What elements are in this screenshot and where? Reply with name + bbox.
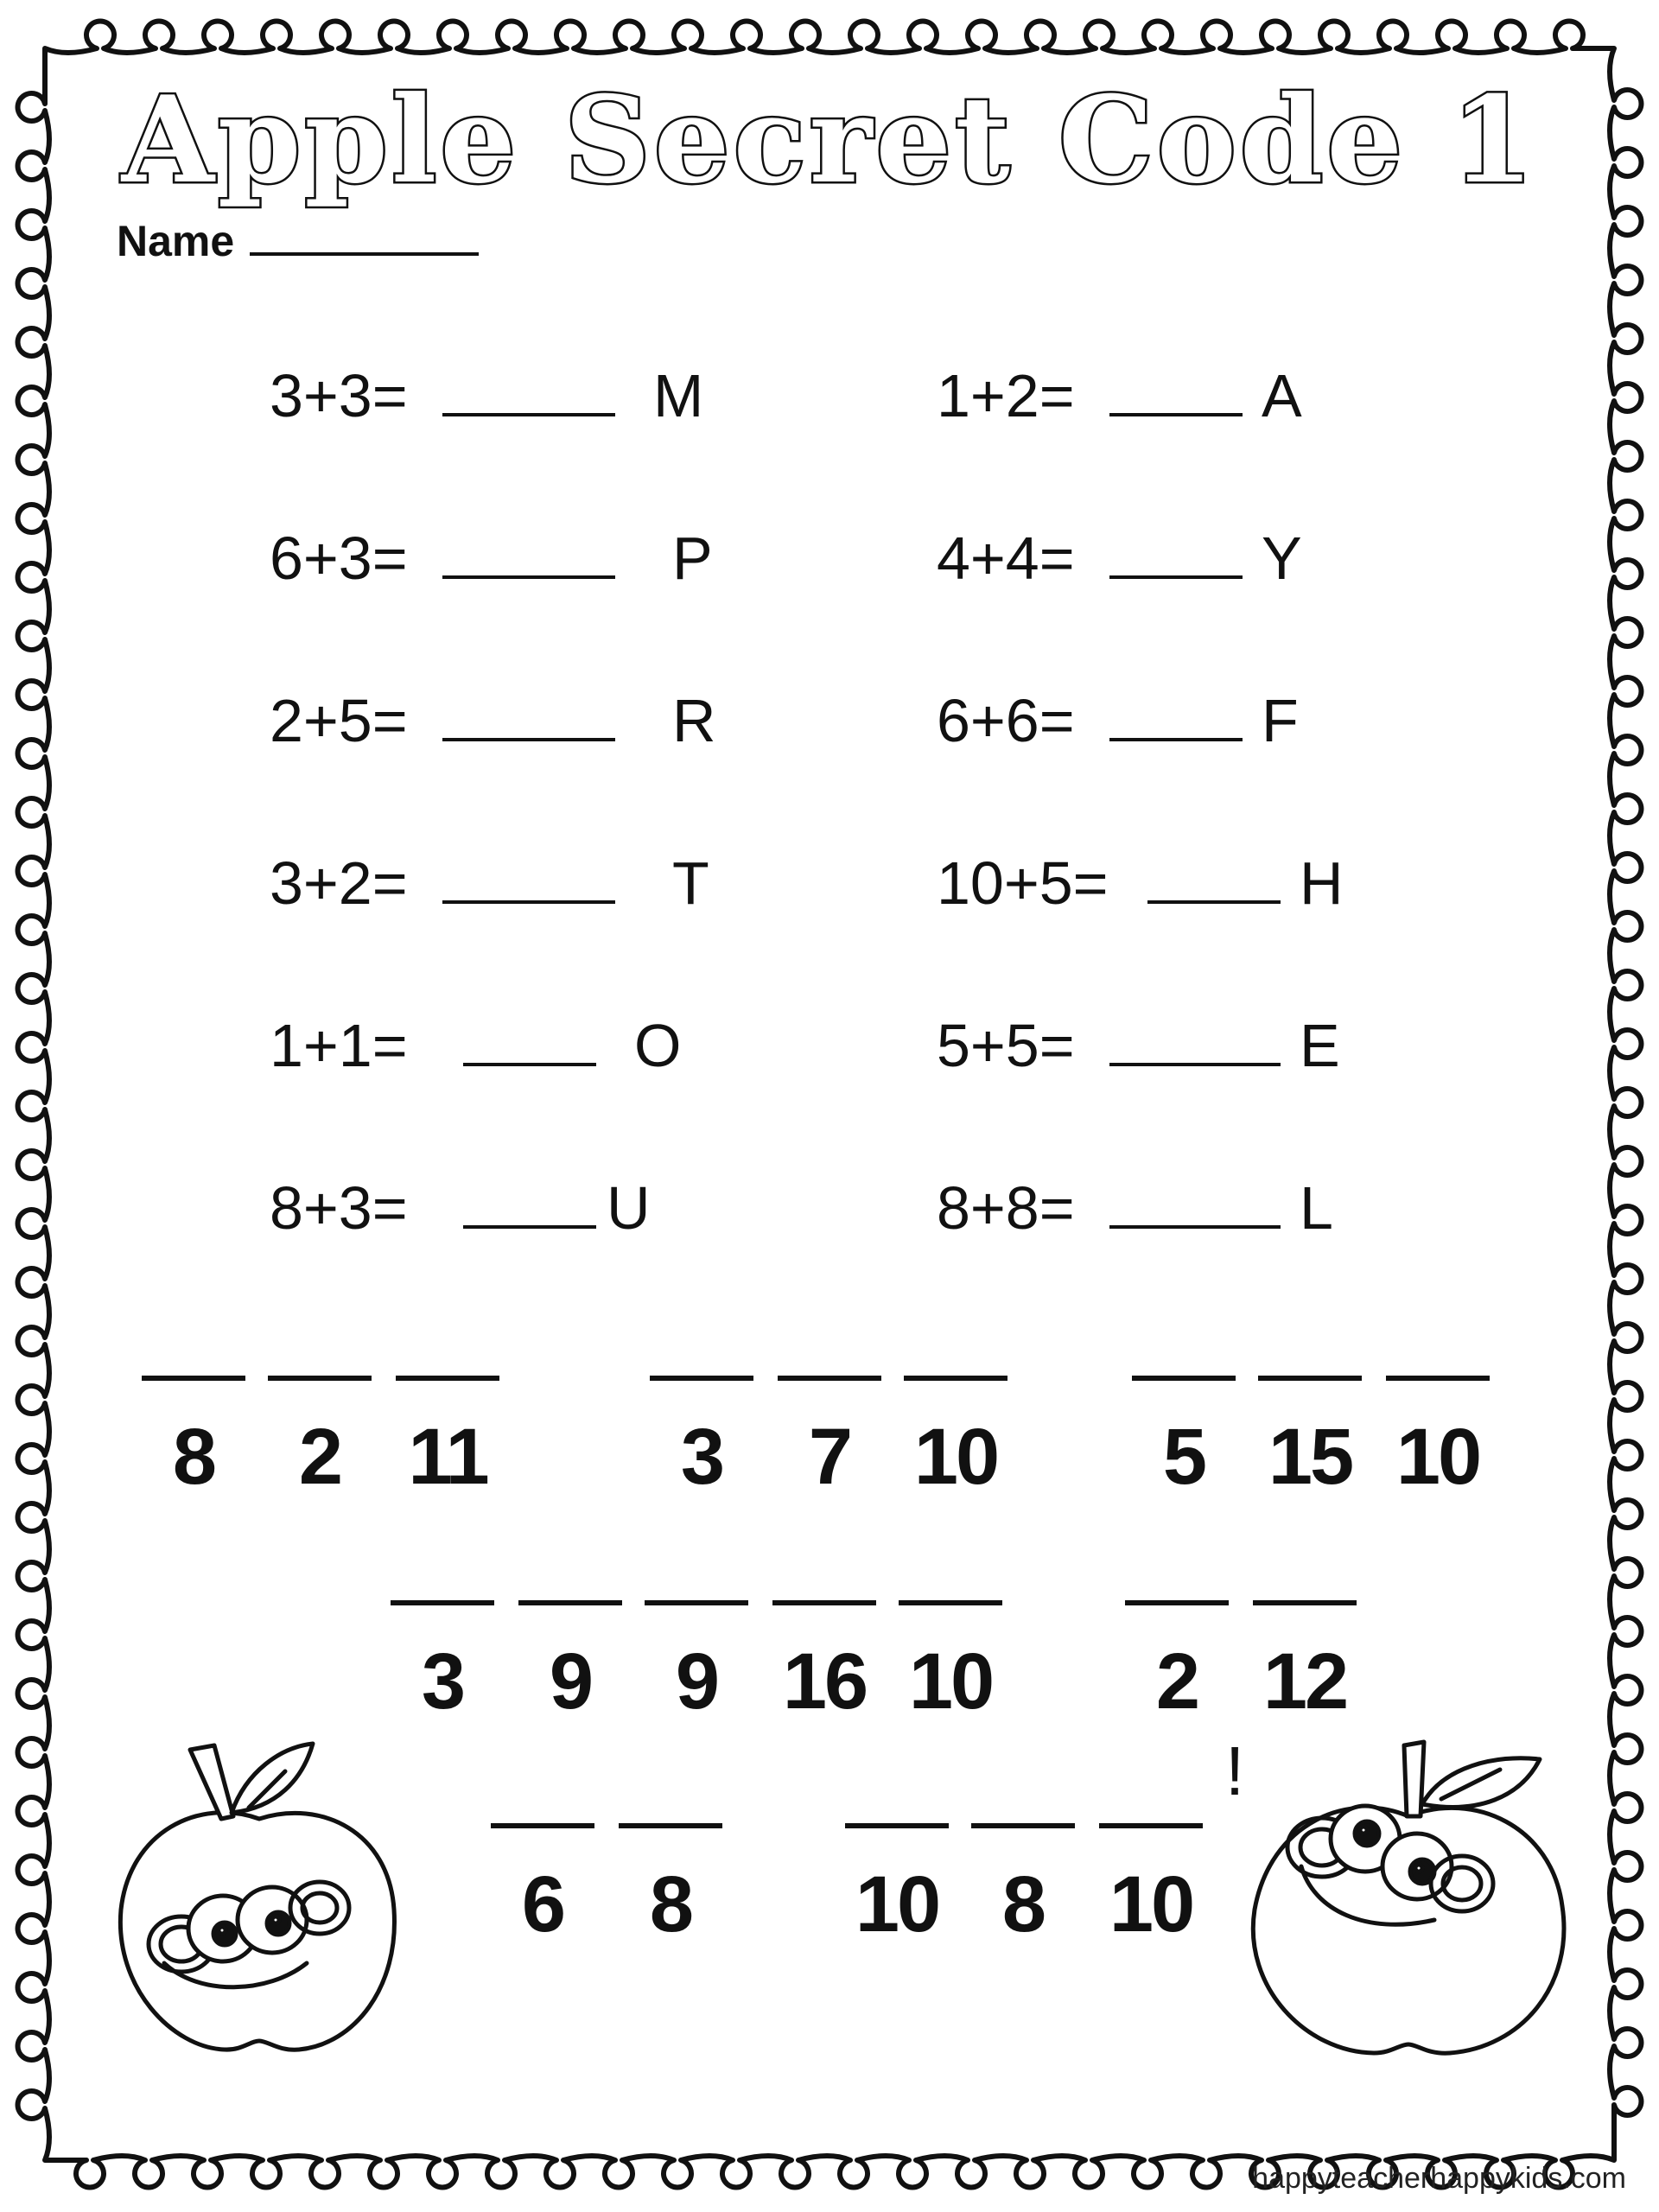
message-cell[interactable] <box>391 1600 494 1726</box>
answer-blank[interactable] <box>442 686 615 741</box>
code-number: 9 <box>675 1637 718 1726</box>
message-cell[interactable] <box>1099 1823 1203 1948</box>
code-number: 5 <box>1162 1413 1205 1501</box>
smiling-apple-icon <box>1236 1737 1581 2065</box>
code-letter: A <box>1262 362 1302 429</box>
code-letter: M <box>653 362 704 429</box>
message-cell[interactable] <box>650 1376 753 1501</box>
message-cell[interactable] <box>518 1600 622 1726</box>
smiling-apple-icon <box>95 1737 423 2065</box>
code-key-item <box>937 361 1302 429</box>
answer-blank[interactable] <box>463 1173 596 1229</box>
code-key-item <box>270 524 713 592</box>
footer-url: happyteacherhappykids.com <box>1252 2162 1626 2195</box>
code-number: 10 <box>913 1413 998 1501</box>
code-key-item <box>937 1173 1333 1242</box>
problem-text: 8+3= <box>270 1174 408 1242</box>
message-cell[interactable] <box>396 1376 499 1501</box>
answer-blank[interactable] <box>1109 361 1243 416</box>
message-cell[interactable] <box>1258 1376 1362 1501</box>
message-cell[interactable] <box>1125 1600 1229 1726</box>
answer-blank[interactable] <box>463 1011 596 1066</box>
message-cell[interactable] <box>971 1823 1075 1948</box>
code-number: 10 <box>908 1637 993 1726</box>
code-key-item <box>937 524 1302 592</box>
code-number: 3 <box>680 1413 723 1501</box>
code-key-item <box>270 686 716 754</box>
problem-text: 1+2= <box>937 362 1075 429</box>
problem-text: 5+5= <box>937 1012 1075 1079</box>
problem-text: 6+6= <box>937 687 1075 754</box>
code-number: 8 <box>172 1413 215 1501</box>
code-letter: U <box>607 1174 651 1242</box>
code-number: 11 <box>408 1413 487 1501</box>
code-number: 8 <box>1001 1860 1045 1948</box>
message-cell[interactable] <box>1132 1376 1236 1501</box>
message-cell[interactable] <box>645 1600 748 1726</box>
message-cell[interactable] <box>845 1823 949 1948</box>
message-cell[interactable] <box>778 1376 881 1501</box>
code-number: 2 <box>1155 1637 1198 1726</box>
code-number: 15 <box>1268 1413 1352 1501</box>
code-number: 16 <box>782 1637 867 1726</box>
code-letter: H <box>1300 849 1344 917</box>
message-cell[interactable] <box>491 1823 594 1948</box>
message-cell[interactable] <box>904 1376 1007 1501</box>
code-number: 8 <box>649 1860 692 1948</box>
answer-blank[interactable] <box>1147 849 1281 904</box>
problem-text: 6+3= <box>270 524 408 592</box>
answer-blank[interactable] <box>1109 1011 1281 1066</box>
problem-text: 4+4= <box>937 524 1075 592</box>
code-letter: F <box>1262 687 1299 754</box>
message-cell[interactable] <box>1253 1600 1357 1726</box>
exclamation-mark: ! <box>1225 1732 1245 1809</box>
code-letter: O <box>634 1012 682 1079</box>
code-key-item <box>270 361 704 429</box>
code-number: 3 <box>421 1637 464 1726</box>
problem-text: 2+5= <box>270 687 408 754</box>
code-number: 12 <box>1262 1637 1347 1726</box>
answer-blank[interactable] <box>442 524 615 579</box>
code-number: 7 <box>808 1413 851 1501</box>
name-field[interactable] <box>250 214 479 256</box>
answer-blank[interactable] <box>442 849 615 904</box>
code-letter: P <box>672 524 713 592</box>
code-number: 10 <box>855 1860 939 1948</box>
answer-blank[interactable] <box>1109 1173 1281 1229</box>
code-letter: E <box>1300 1012 1340 1079</box>
code-number: 10 <box>1395 1413 1480 1501</box>
code-letter: Y <box>1262 524 1302 592</box>
code-letter: R <box>672 687 716 754</box>
worksheet-title: Apple Secret Code 1 <box>121 69 1538 210</box>
name-row <box>117 214 479 266</box>
code-number: 2 <box>298 1413 341 1501</box>
message-cell[interactable] <box>1386 1376 1490 1501</box>
code-number: 10 <box>1109 1860 1193 1948</box>
code-key-item <box>270 1011 682 1079</box>
code-key-item <box>937 1011 1340 1079</box>
code-letter: L <box>1300 1174 1333 1242</box>
message-cell[interactable] <box>268 1376 372 1501</box>
message-cell[interactable] <box>772 1600 876 1726</box>
answer-blank[interactable] <box>1109 686 1243 741</box>
code-key-item <box>270 849 709 917</box>
code-key-item <box>270 1173 651 1242</box>
code-number: 9 <box>549 1637 592 1726</box>
problem-text: 10+5= <box>937 849 1109 917</box>
problem-text: 8+8= <box>937 1174 1075 1242</box>
answer-blank[interactable] <box>1109 524 1243 579</box>
code-number: 6 <box>521 1860 564 1948</box>
problem-text: 3+2= <box>270 849 408 917</box>
message-cell[interactable] <box>619 1823 722 1948</box>
name-label: Name <box>117 217 235 265</box>
problem-text: 3+3= <box>270 362 408 429</box>
code-key-item <box>937 686 1299 754</box>
answer-blank[interactable] <box>442 361 615 416</box>
message-cell[interactable] <box>142 1376 245 1501</box>
code-key-item <box>937 849 1344 917</box>
code-letter: T <box>672 849 709 917</box>
problem-text: 1+1= <box>270 1012 408 1079</box>
message-cell[interactable] <box>899 1600 1002 1726</box>
